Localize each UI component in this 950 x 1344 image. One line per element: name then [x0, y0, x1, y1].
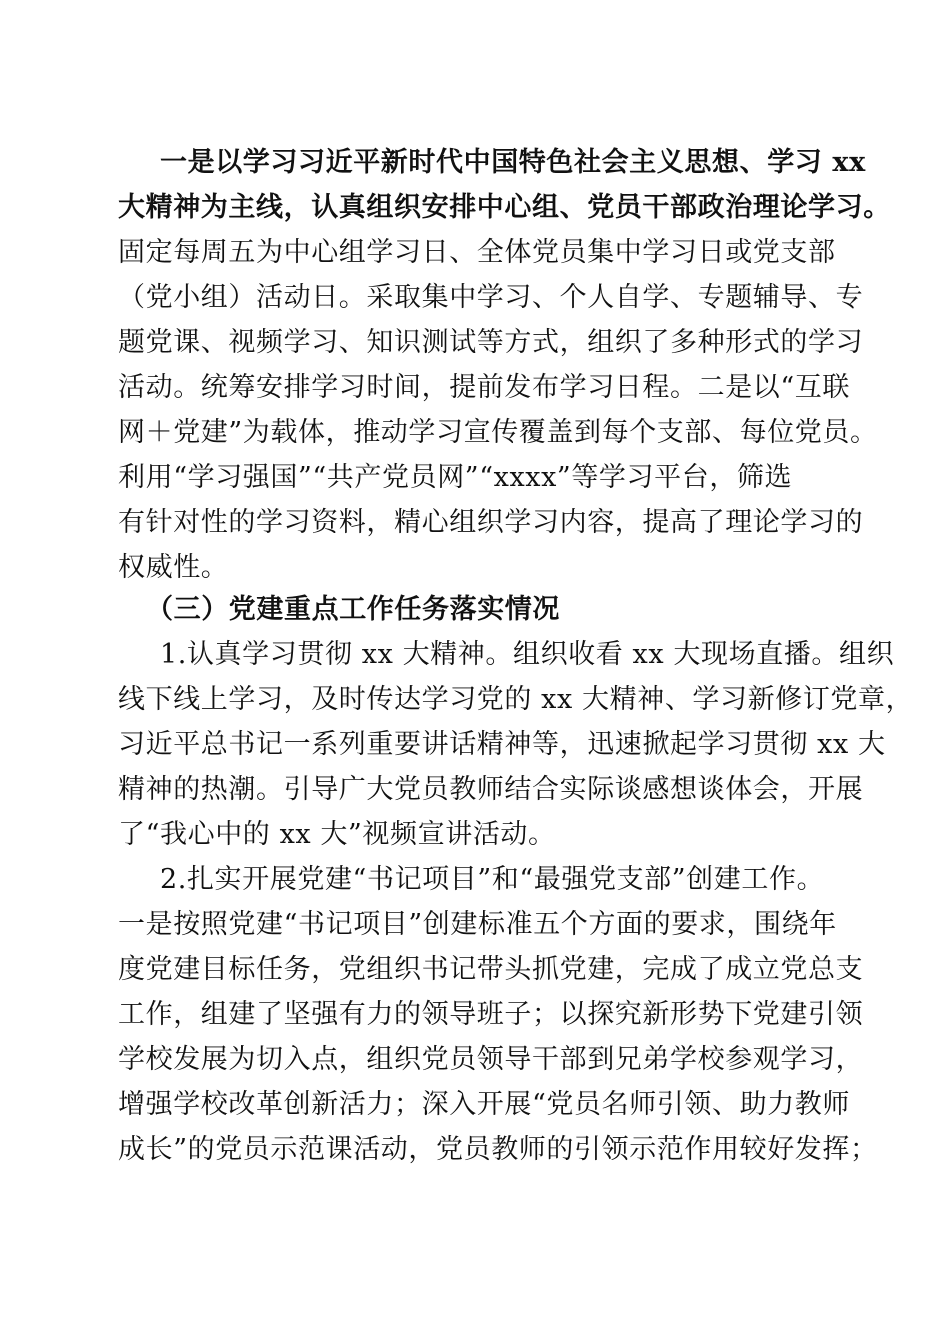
paragraph-2-line-4: 精神的热潮。引导广大党员教师结合实际谈感想谈体会，开展	[118, 774, 864, 805]
paragraph-1-line-6: 活动。统筹安排学习时间，提前发布学习日程。二是以“互联	[118, 372, 851, 403]
paragraph-1-line-4: （党小组）活动日。采取集中学习、个人自学、专题辅导、专	[118, 282, 864, 313]
paragraph-2-line-5: 了“我心中的 xx 大”视频宣讲活动。	[118, 819, 556, 850]
paragraph-1-line-9: 有针对性的学习资料，精心组织学习内容，提高了理论学习的	[118, 507, 864, 538]
paragraph-3-line-7: 成长”的党员示范课活动，党员教师的引领示范作用较好发挥；	[118, 1134, 878, 1165]
paragraph-3-line-2: 一是按照党建“书记项目”创建标准五个方面的要求，围绕年	[118, 909, 837, 940]
paragraph-2-line-3: 习近平总书记一系列重要讲话精神等，迅速掀起学习贯彻 xx 大	[118, 729, 886, 760]
paragraph-1-line-2: 大精神为主线，认真组织安排中心组、党员干部政治理论学习。	[118, 192, 891, 223]
paragraph-2-line-2: 线下线上学习，及时传达学习党的 xx 大精神、学习新修订党章，	[118, 684, 914, 715]
paragraph-1-line-1: 一是以学习习近平新时代中国特色社会主义思想、学习 xx	[160, 147, 866, 178]
paragraph-3-line-6: 增强学校改革创新活力；深入开展“党员名师引领、助力教师	[118, 1089, 851, 1120]
section-heading: （三）党建重点工作任务落实情况	[146, 594, 560, 625]
paragraph-3-line-1: 2.扎实开展党建“书记项目”和“最强党支部”创建工作。	[160, 864, 825, 895]
paragraph-3-line-5: 学校发展为切入点，组织党员领导干部到兄弟学校参观学习，	[118, 1044, 864, 1075]
paragraph-2-line-1: 1.认真学习贯彻 xx 大精神。组织收看 xx 大现场直播。组织	[160, 639, 895, 670]
paragraph-3-line-3: 度党建目标任务，党组织书记带头抓党建，完成了成立党总支	[118, 954, 864, 985]
paragraph-1-line-10: 权威性。	[118, 552, 229, 583]
paragraph-1-line-7: 网＋党建”为载体，推动学习宣传覆盖到每个支部、每位党员。	[118, 417, 878, 448]
paragraph-1-line-5: 题党课、视频学习、知识测试等方式，组织了多种形式的学习	[118, 327, 864, 358]
paragraph-3-line-4: 工作，组建了坚强有力的领导班子；以探究新形势下党建引领	[118, 999, 864, 1030]
paragraph-1-line-8: 利用“学习强国”“共产党员网”“xxxx”等学习平台，筛选	[118, 462, 793, 493]
paragraph-1-line-3: 固定每周五为中心组学习日、全体党员集中学习日或党支部	[118, 237, 836, 268]
